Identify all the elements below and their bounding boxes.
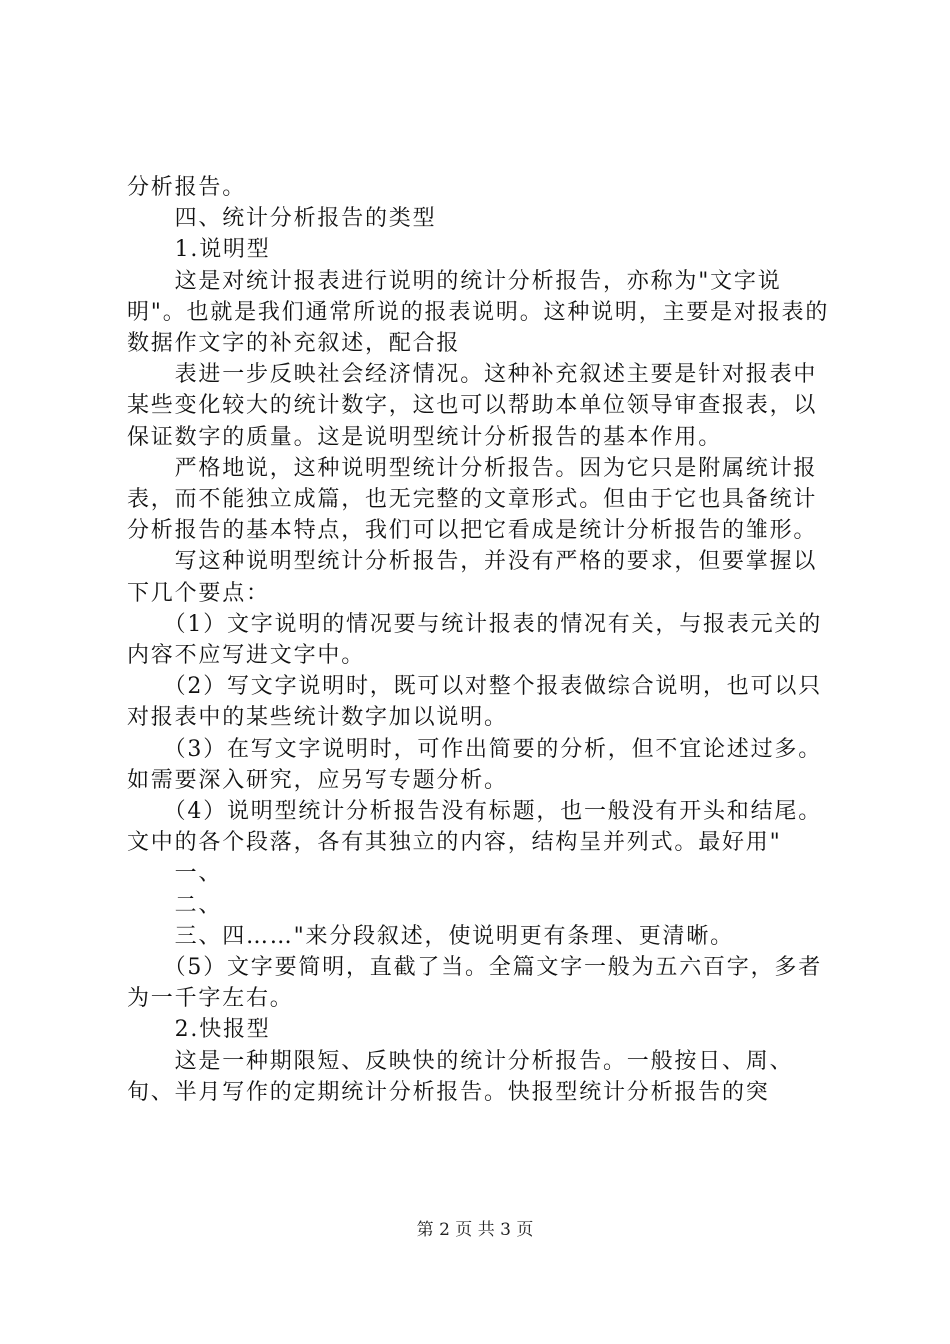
list-fragment: 三、四……"来分段叙述，使说明更有条理、更清晰。 [127,923,734,949]
paragraph: 写这种说明型统计分析报告，并没有严格的要求，但要掌握以下几个要点： [127,549,818,606]
list-item: （1）文字说明的情况要与统计报表的情况有关，与报表元关的内容不应写进文字中。 [127,611,822,669]
list-fragment: 一、 [127,861,223,887]
subsection-heading: 1.说明型 [127,237,271,263]
paragraph: 这是对统计报表进行说明的统计分析报告，亦称为"文字说明"。也就是我们通常所说的报表说明。这种说明，主要是对报表的数据作文字的补充叙述，配合报 [127,268,830,357]
list-item: （3）在写文字说明时，可作出简要的分析，但不宜论述过多。如需要深入研究，应另写专题分析。 [127,736,822,793]
document-body [127,172,837,1108]
page-footer: 第 2 页 共 3 页 [416,1220,534,1240]
list-item: （4）说明型统计分析报告没有标题，也一般没有开头和结尾。文中的各个段落，各有其独立的内容，结构呈并列式。最好用" [127,799,822,856]
section-heading: 四、统计分析报告的类型 [127,206,437,232]
paragraph: 表进一步反映社会经济情况。这种补充叙述主要是针对报表中某些变化较大的统计数字，这也可以帮助本单位领导审查报表，以保证数字的质量。这是说明型统计分析报告的基本作用。 [127,362,818,450]
paragraph: 分析报告。 [127,175,247,200]
paragraph: 这是一种期限短、反映快的统计分析报告。一般按日、周、旬、半月写作的定期统计分析报告。快报型统计分析报告的突 [127,1048,794,1105]
paragraph: 严格地说，这种说明型统计分析报告。因为它只是附属统计报表，而不能独立成篇，也无完整的文章形式。但由于它也具备统计分析报告的基本特点，我们可以把它看成是统计分析报告的雏形。 [127,455,818,544]
list-fragment: 二、 [127,892,223,918]
list-item: （2）写文字说明时，既可以对整个报表做综合说明，也可以只对报表中的某些统计数字加以说明。 [127,674,822,731]
subsection-heading: 2.快报型 [127,1017,271,1043]
list-item: （5）文字要简明，直截了当。全篇文字一般为五六百字，多者为一千字左右。 [127,955,822,1012]
